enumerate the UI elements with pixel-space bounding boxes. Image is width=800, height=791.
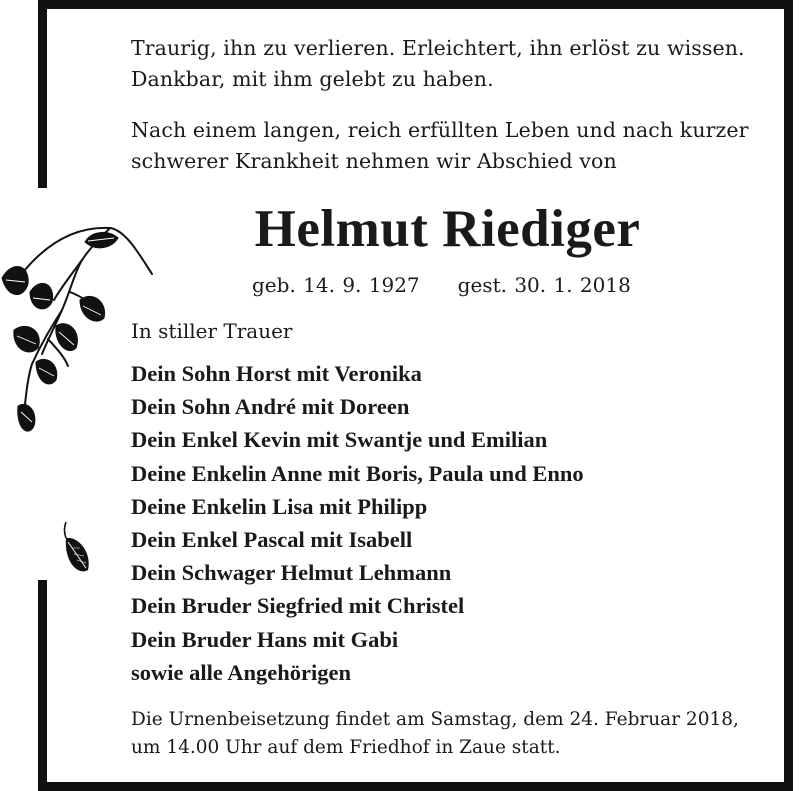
birth-date: geb. 14. 9. 1927 (252, 273, 420, 297)
falling-leaf-icon (58, 518, 94, 578)
intro-line: Traurig, ihn zu verlieren. Erleichtert, ihn erlöst zu wissen. (131, 36, 745, 60)
birch-branch-icon (0, 214, 160, 454)
farewell-line: schwerer Krankheit nehmen wir Abschied von (131, 149, 617, 173)
burial-info-line: um 14.00 Uhr auf dem Friedhof in Zaue statt. (131, 737, 561, 758)
mourner-entry: sowie alle Angehörigen (131, 659, 351, 685)
farewell-statement (131, 115, 749, 177)
frame-left-border-lower (38, 580, 47, 791)
frame-bottom-border (38, 782, 793, 791)
mourner-entry: Dein Bruder Siegfried mit Christel (131, 593, 465, 619)
mourner-entry: Dein Enkel Pascal mit Isabell (131, 527, 413, 553)
life-dates (252, 271, 631, 299)
intro-verse (131, 33, 745, 95)
frame-left-border-upper (38, 0, 47, 188)
burial-info (131, 706, 739, 762)
mourners-list (131, 357, 584, 689)
death-date: gest. 30. 1. 2018 (457, 273, 631, 297)
frame-top-border (38, 0, 792, 9)
deceased-name: Helmut Riediger (254, 200, 641, 258)
mourner-entry: Dein Enkel Kevin mit Swantje und Emilian (131, 427, 548, 453)
mourner-entry: Dein Sohn André mit Doreen (131, 394, 410, 420)
frame-right-border (784, 0, 793, 791)
mourner-entry: Deine Enkelin Lisa mit Philipp (131, 493, 428, 519)
mourner-entry: Dein Sohn Horst mit Veronika (131, 361, 422, 386)
mourning-label: In stiller Trauer (131, 319, 293, 343)
farewell-line: Nach einem langen, reich erfüllten Leben und nach kurzer (131, 118, 749, 142)
intro-line: Dankbar, mit ihm gelebt zu haben. (131, 67, 494, 91)
mourner-entry: Deine Enkelin Anne mit Boris, Paula und Enno (131, 460, 584, 486)
mourner-entry: Dein Schwager Helmut Lehmann (131, 560, 452, 586)
mourner-entry: Dein Bruder Hans mit Gabi (131, 626, 399, 652)
burial-info-line: Die Urnenbeisetzung findet am Samstag, dem 24. Februar 2018, (131, 709, 739, 730)
